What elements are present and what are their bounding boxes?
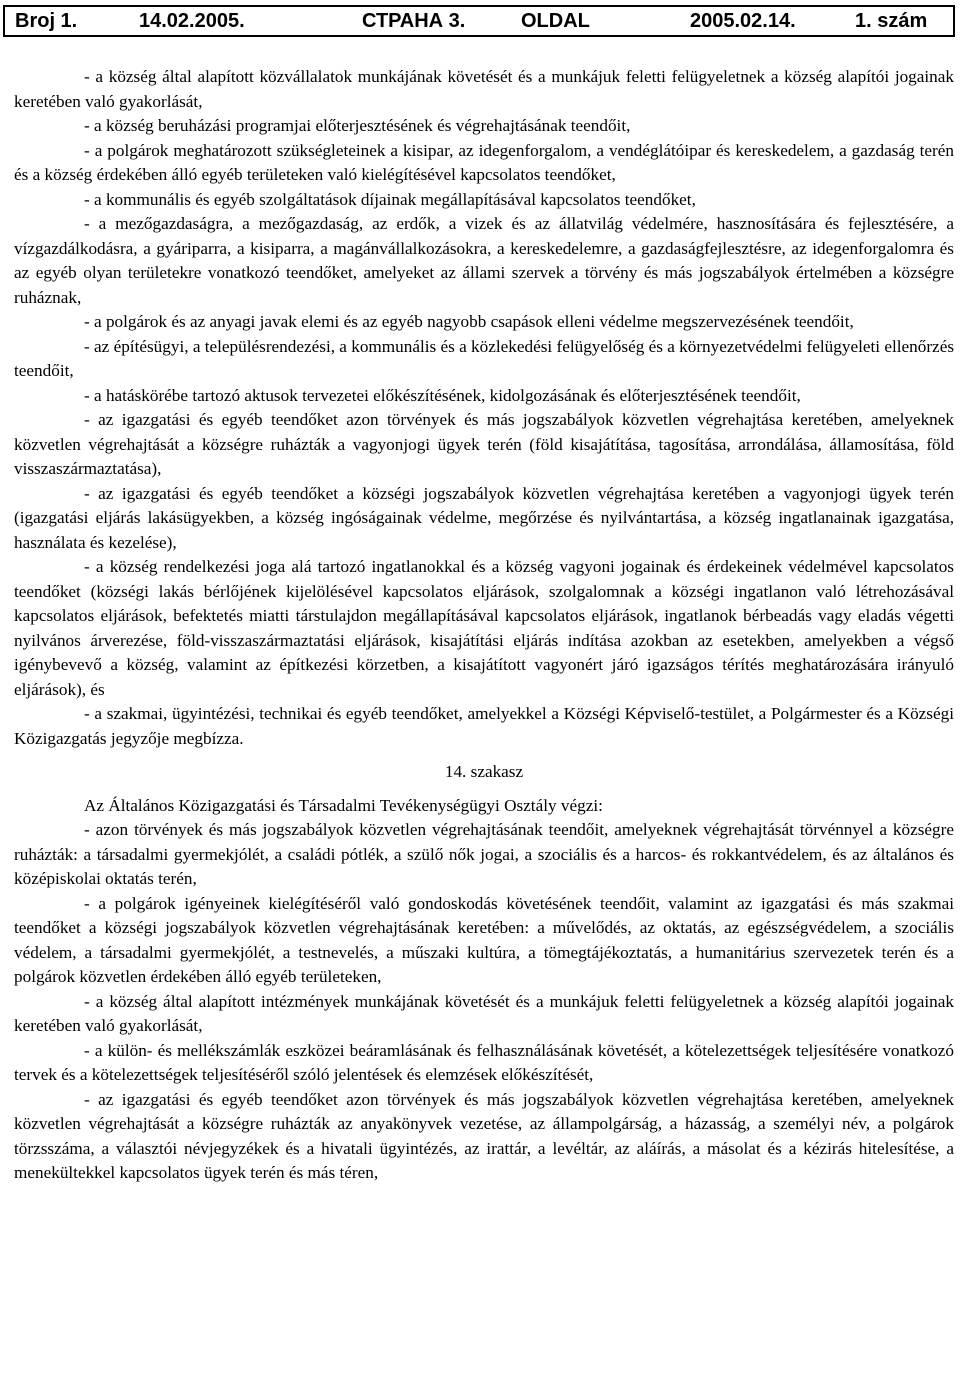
list-item: - a község által alapított közvállalatok munkájának követését és a munkájuk feletti felügyeletnek a község alapítói jogainak keretében való gyakorlását, [14,67,954,111]
list-item: - a szakmai, ügyintézési, technikai és egyéb teendőket, amelyekkel a Községi Képviselő-testület, a Polgármester és a Községi Közigazgatás jegyzője megbízza. [14,704,954,748]
list-item: - a polgárok és az anyagi javak elemi és az egyéb nagyobb csapások elleni védelme megszervezésének teendőit, [84,312,854,331]
list-item: - az igazgatási és egyéb teendőket a községi jogszabályok közvetlen végrehajtása keretében a vagyonjogi ügyek terén (igazgatási eljárás lakásügyekben, a község ingóságainak védelme, megőrzése és nyilvántartása, a község ingatlanainak igazgatása, használata és kezelése), [14,483,954,552]
list-item: - a mezőgazdaságra, a mezőgazdaság, az erdők, a vizek és az állatvilág védelmére, hasznosítására és fejlesztésére, a vízgazdálkodásra, a gyáriparra, a kisiparra, a magánvállalkozásokra, a kereskedelemre, a gazdaságfejlesztésre, az idegenforgalomra és az egyéb olyan területekre vonatkozó teendőket, amelyeket az állami szervek a törvény és más jogszabályok értelmében a községre ruháznak, [14,214,954,307]
list-item: - a polgárok igényeinek kielégítéséről való gondoskodás követésének teendőit, valamint az igazgatási és más szakmai teendőket a községi jogszabályok közvetlen végrehajtásának keretében: a művelődés, az oktatás, az egészségvédelem, a szociális védelem, a társadalmi gyermekjólét, a testnevelés, a műszaki kultúra, a tömegtájékoztatás, a humanitárius szervezetek terén és a polgárok közvetlen érdekében álló egyéb területeken, [14,893,954,986]
issue-date-right: 2005.02.14. [690,10,796,32]
page-label-hungarian: OLDAL [521,10,590,32]
issue-number: Broj 1. [15,10,78,32]
list-item: - a község által alapított intézmények munkájának követését és a munkájuk feletti felügyeletnek a község alapítói jogainak keretében való gyakorlását, [14,991,954,1035]
issue-number-hungarian: 1. szám [855,10,928,32]
list-item: - az igazgatási és egyéb teendőket azon törvények és más jogszabályok közvetlen végrehajtása keretében, amelyeknek közvetlen végrehajtását a községre ruházták a vagyonjogi ügyek terén (föld kisajátítása, tagosítása, arrondálása, államosítása, föld visszaszármaztatása), [14,410,954,478]
list-item: - a község rendelkezési joga alá tartozó ingatlanokkal és a község vagyoni jogainak és érdekeinek védelmével kapcsolatos teendőket (községi lakás bérlőjének kijelölésével kapcsolatos eljárások, szolgalomnak a községi ingatlanon való létrehozásával kapcsolatos eljárások, befektetés miatti társtulajdon megállapításával kapcsolatos eljárások, ingatlanok bérbeadás vagy eladás végetti nyilvános árverezése, föld-visszaszármaztatási eljárások, kisajátítási eljárás indítása azokban az esetekben, amelyekben a végső igénybevevő a község, valamint az építkezési körzetben, a kisajátított vagyonért járó igazságos térítés meghatározására irányuló eljárások), és [14,557,954,699]
list-item: - az igazgatási és egyéb teendőket azon törvények és más jogszabályok közvetlen végrehajtása keretében, amelyeknek közvetlen végrehajtását a községre ruházták az anyakönyvek vezetése, az állampolgárság, a házasság, a személyi név, a polgárok törzsszáma, a választói névjegyzékek és a hivatali ügyintézés, az irattár, a levéltár, az aláírás, a másolat és a kézirás hitelesítése, a menekültekkel kapcsolatos ügyek terén és más téren, [14,1089,954,1182]
list-item: - a kommunális és egyéb szolgáltatások díjainak megállapításával kapcsolatos teendőket, [84,189,696,209]
document-body [14,65,954,1186]
list-item: - a község beruházási programjai előterjesztésének és végrehajtásának teendőit, [84,116,631,135]
list-item: - a hatáskörébe tartozó aktusok tervezetei előkészítésének, kidolgozásának és előterjesztésének teendőit, [84,385,801,405]
section-heading: 14. szakasz [444,762,524,781]
list-item: - azon törvények és más jogszabályok közvetlen végrehajtásának teendőit, amelyeknek végrehajtását törvénnyel a községre ruházták: a társadalmi gyermekjólét, a családi pótlék, a szülő nők jogai, a szociális és a harcos- és rokkantvédelem, és az általános és középiskolai oktatás terén, [14,820,954,888]
list-item: - az építésügyi, a településrendezési, a kommunális és a közlekedési felügyelőség és a környezetvédelmi felügyeleti ellenőrzés teendőit, [14,336,955,380]
page-header [3,5,955,37]
list-item: - a külön- és mellékszámlák eszközei beáramlásának és felhasználásának követését, a kötelezettségek teljesítésére vonatkozó tervek és a kötelezettségek teljesítéséről szóló jelentések és elemzések előkészítését, [14,1040,954,1084]
issue-date-left: 14.02.2005. [139,10,245,32]
list-item: - a polgárok meghatározott szükségleteinek a kisipar, az idegenforgalom, a vendéglátóipar és kereskedelem, a gazdaság terén és a község érdekében álló egyéb területeken való kielégítésével kapcsolatos teendőket, [14,140,954,184]
page-label-serbian: СТРАНА 3. [362,10,466,32]
section-intro: Az Általános Közigazgatási és Társadalmi Tevékenységügyi Osztály végzi: [84,795,603,815]
